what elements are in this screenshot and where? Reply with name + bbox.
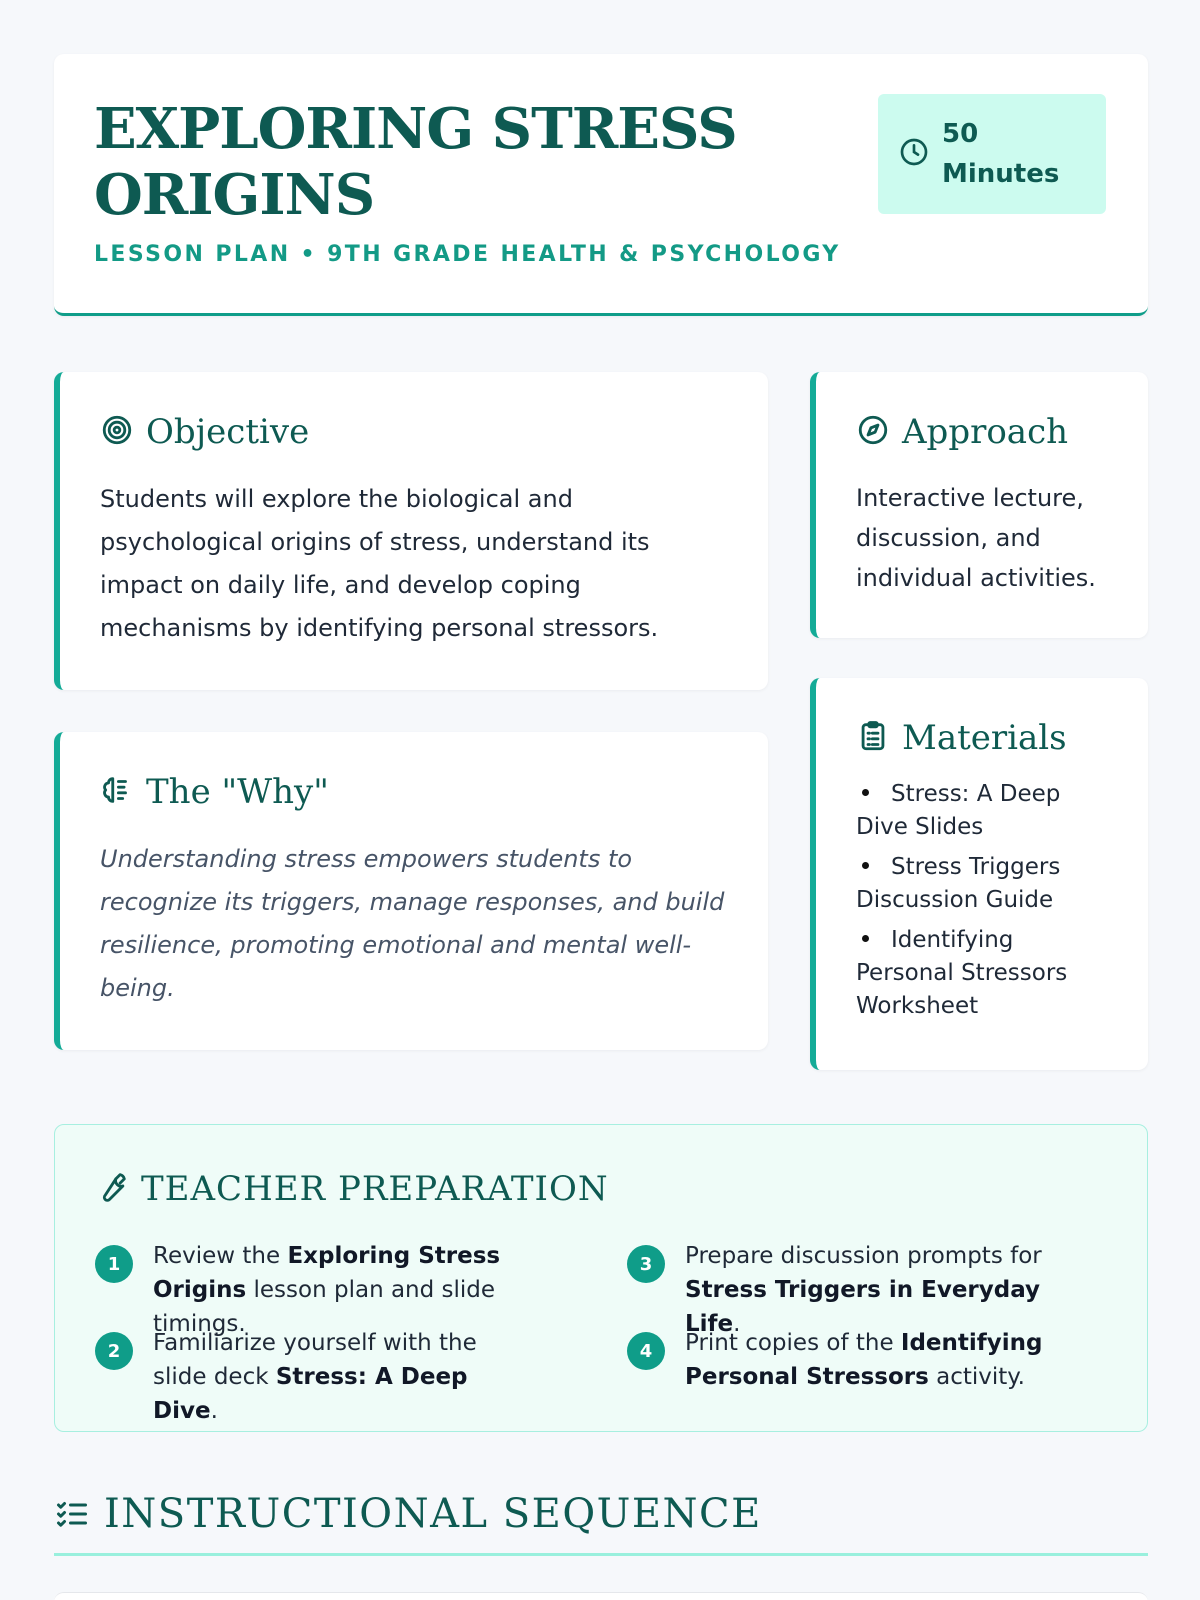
why-text: Understanding stress empowers students to recognize its triggers, manage responses, and build resilience, promoting emotional and mental well-being.: [100, 845, 725, 1002]
list-item: Identifying Personal Stressors Worksheet: [856, 924, 1086, 1023]
brain-icon: [100, 773, 134, 811]
list-item: Stress Triggers Discussion Guide: [856, 851, 1086, 917]
duration-number: 50: [942, 119, 979, 149]
teacher-prep-title: TEACHER PREPARATION: [141, 1169, 609, 1209]
duration-unit: Minutes: [942, 159, 1060, 189]
approach-text: Interactive lecture, discussion, and individual activities.: [856, 484, 1096, 592]
teacher-prep-section: [54, 1124, 1148, 1432]
step-number: 3: [627, 1245, 665, 1283]
duration-badge: [878, 94, 1106, 214]
instructional-sequence-title: INSTRUCTIONAL SEQUENCE: [104, 1491, 762, 1537]
step-number: 1: [95, 1245, 133, 1283]
clock-icon: [898, 136, 930, 172]
materials-list: [856, 778, 1086, 1030]
materials-title: Materials: [902, 718, 1067, 758]
approach-card: [810, 372, 1148, 638]
step-number: 4: [627, 1332, 665, 1370]
step-number: 2: [95, 1332, 133, 1370]
target-icon: [100, 413, 134, 451]
duration-text: [942, 114, 1092, 194]
objective-card: [54, 372, 768, 690]
approach-title: Approach: [902, 412, 1069, 452]
prep-step-2: [95, 1326, 535, 1428]
prep-step-4: [627, 1326, 1067, 1394]
wrench-icon: [95, 1170, 129, 1208]
materials-card: [810, 678, 1148, 1070]
page-title: EXPLORING STRESS ORIGINS: [94, 96, 737, 228]
instructional-sequence-heading: [54, 1490, 1148, 1556]
why-title: The "Why": [146, 772, 329, 812]
clipboard-icon: [856, 719, 890, 757]
checklist-icon: [54, 1496, 90, 1536]
lesson-subtitle: LESSON PLAN • 9TH GRADE HEALTH & PSYCHOLOGY: [94, 242, 841, 267]
step-text: Print copies of the Identifying Personal Stressors activity.: [685, 1330, 1043, 1390]
objective-text: Students will explore the biological and psychological origins of stress, understand its impact on daily life, and develop coping mechanisms by identifying personal stressors.: [100, 485, 659, 642]
lesson-header-card: [54, 54, 1148, 316]
step-text: Prepare discussion prompts for Stress Triggers in Everyday Life.: [685, 1243, 1042, 1337]
step-text: Review the Exploring Stress Origins lesson plan and slide timings.: [153, 1243, 501, 1337]
sequence-card-edge: [54, 1592, 1148, 1600]
compass-icon: [856, 413, 890, 451]
list-item: Stress: A Deep Dive Slides: [856, 778, 1086, 844]
objective-title: Objective: [146, 412, 310, 452]
step-text: Familiarize yourself with the slide deck Stress: A Deep Dive.: [153, 1330, 477, 1424]
why-card: [54, 732, 768, 1050]
